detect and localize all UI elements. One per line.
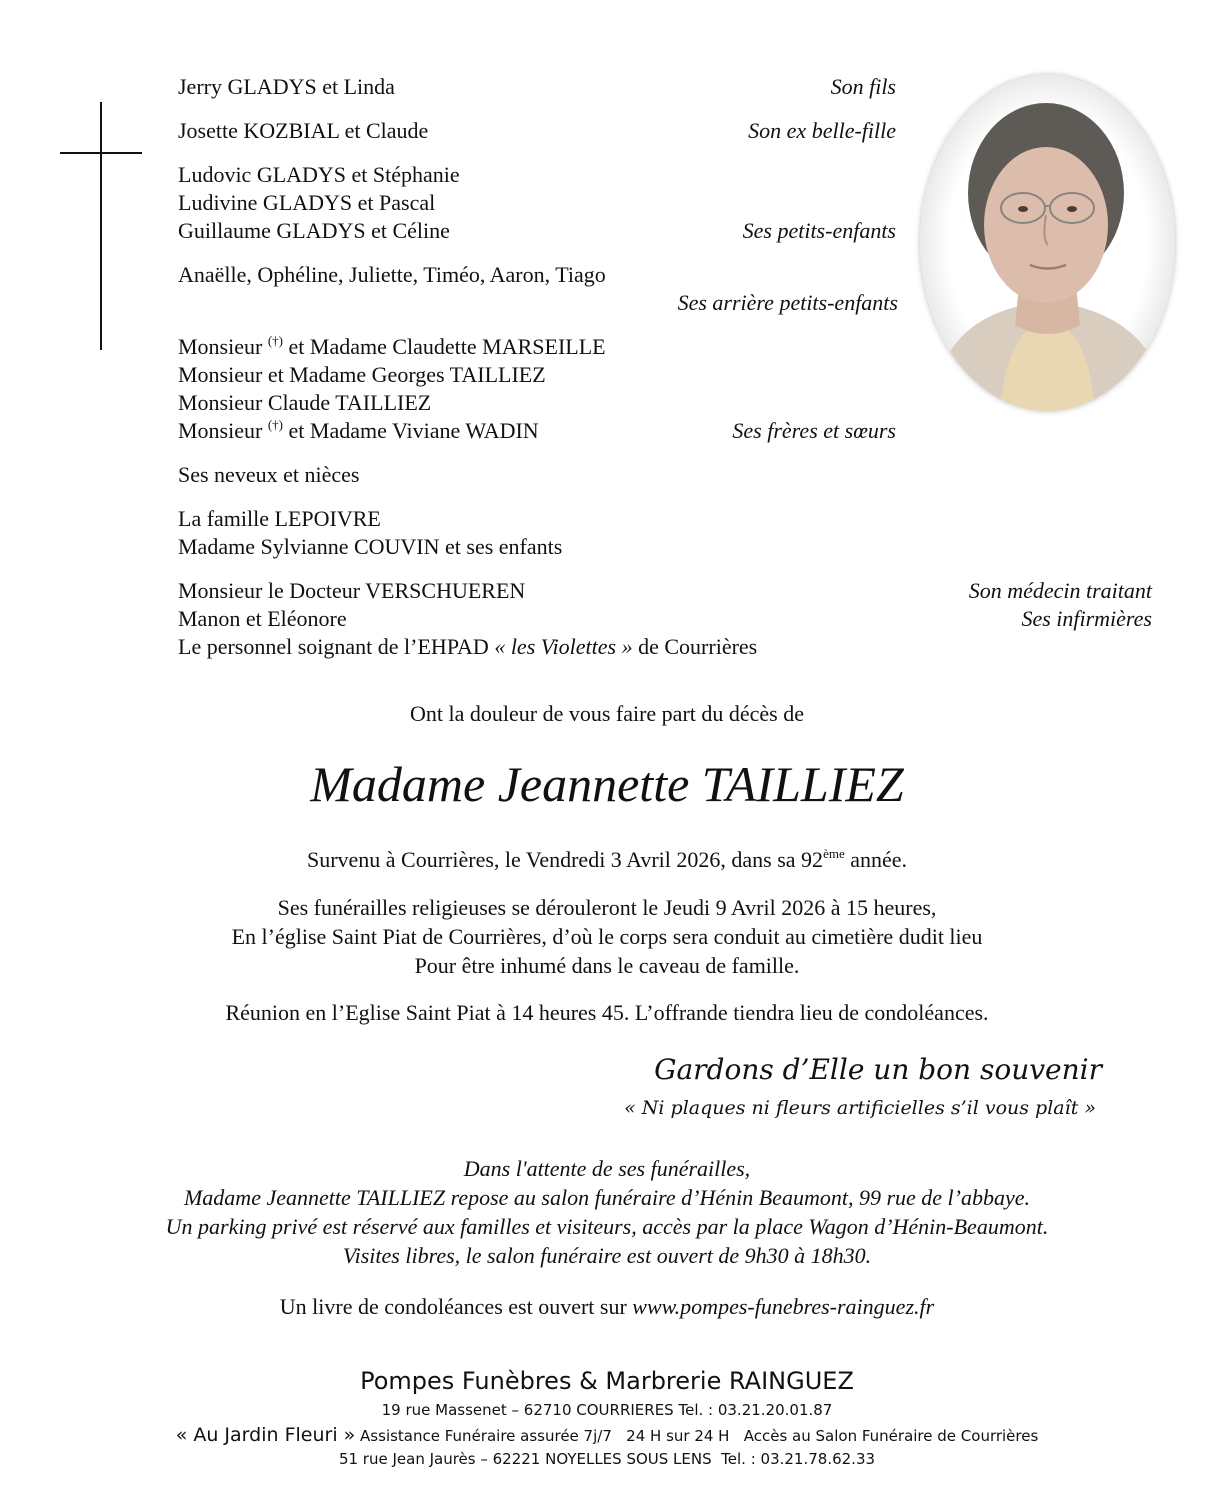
relation-son: Son fils [830,74,896,99]
footer-services: Assistance Funéraire assurée 7j/7 24 H sur 24 H Accès au Salon Funéraire de Courrières [355,1427,1039,1445]
family-line-grandchild-2: Ludivine GLADYS et Pascal [178,190,436,215]
footer-jardin-fleuri: « Au Jardin Fleuri » [175,1424,356,1446]
family-line-ex-daughter-in-law: Josette KOZBIAL et Claude [178,118,429,143]
deceased-name: Madame Jeannette TAILLIEZ [310,756,904,812]
footer-address-1: 19 rue Massenet – 62710 COURRIERES Tel. : 03.21.20.01.87 [381,1401,833,1419]
death-notice-text: Survenu à Courrières, le Vendredi 3 Avril 2026, dans sa 92 [306,847,824,872]
family-line-sibling-2: Monsieur et Madame Georges TAILLIEZ [178,362,546,387]
deceased-mark: (†) [267,417,283,432]
relation-siblings: Ses frères et sœurs [732,418,896,443]
portrait-illustration [920,75,1175,411]
relation-doctor: Son médecin traitant [968,578,1152,603]
funeral-line-1: Ses funérailles religieuses se dérouleront le Jeudi 9 Avril 2026 à 15 heures, [277,895,937,920]
death-notice-end: année. [844,847,908,872]
funeral-line-3: Pour être inhumé dans le caveau de famille. [414,953,800,978]
ehpad-suffix: de Courrières [632,634,758,659]
motto-note: « Ni plaques ni fleurs artificielles s’il vous plaît » [624,1097,1096,1119]
family-line-ehpad [178,633,757,661]
family-line-great-grandchildren: Anaëlle, Ophéline, Juliette, Timéo, Aaron, Tiago [178,262,606,287]
sibling-1-suffix: et Madame Claudette MARSEILLE [283,334,606,359]
death-notice [0,845,1214,874]
family-line-grandchild-1: Ludovic GLADYS et Stéphanie [178,162,460,187]
relation-ex-daughter-in-law: Son ex belle-fille [748,118,896,143]
deceased-portrait [920,75,1175,411]
ehpad-name: « les Violettes » [494,634,633,659]
family-line-nephews-nieces: Ses neveux et nièces [178,462,360,487]
deceased-mark: (†) [267,333,283,348]
condolences-link[interactable]: www.pompes-funebres-rainguez.fr [632,1294,935,1319]
ehpad-prefix: Le personnel soignant de l’EHPAD [178,634,495,659]
announcement: Ont la douleur de vous faire part du décès de [409,701,805,726]
visitation-line-2: Madame Jeannette TAILLIEZ repose au salon funéraire d’Hénin Beaumont, 99 rue de l’abbaye. [183,1185,1031,1210]
family-line-sibling-3: Monsieur Claude TAILLIEZ [178,390,432,415]
sibling-1-prefix: Monsieur [178,334,268,359]
relation-nurses: Ses infirmières [1021,606,1152,631]
cross-horizontal-bar [60,152,142,154]
family-line-sibling-4 [178,417,539,445]
family-line-doctor: Monsieur le Docteur VERSCHUEREN [178,578,526,603]
family-line-nurses: Manon et Eléonore [178,606,347,631]
funeral-line-2: En l’église Saint Piat de Courrières, d’où le corps sera conduit au cimetière dudit lieu [231,924,983,949]
meeting-info: Réunion en l’Eglise Saint Piat à 14 heures 45. L’offrande tiendra lieu de condoléances. [225,1000,989,1025]
visitation-line-3: Un parking privé est réservé aux familles et visiteurs, accès par la place Wagon d’Hénin-Beaumont. [165,1214,1049,1239]
visitation-line-4: Visites libres, le salon funéraire est ouvert de 9h30 à 18h30. [342,1243,872,1268]
condolences-text: Un livre de condoléances est ouvert sur [279,1294,633,1319]
condolences-line [0,1292,1214,1321]
relation-grandchildren: Ses petits-enfants [742,218,896,243]
visitation-line-1: Dans l'attente de ses funérailles, [463,1156,751,1181]
family-line-sibling-1 [178,333,606,361]
footer-address-2: 51 rue Jean Jaurès – 62221 NOYELLES SOUS LENS Tel. : 03.21.78.62.33 [338,1450,876,1468]
sibling-4-suffix: et Madame Viviane WADIN [283,418,539,443]
relation-great-grandchildren: Ses arrière petits-enfants [677,290,898,315]
family-line-lepoivre: La famille LEPOIVRE [178,506,381,531]
footer-services-line [0,1424,1214,1447]
family-line-couvin: Madame Sylvianne COUVIN et ses enfants [178,534,563,559]
ordinal-suffix: ème [823,846,845,861]
family-line-grandchild-3: Guillaume GLADYS et Céline [178,218,450,243]
footer-company: Pompes Funèbres & Marbrerie RAINGUEZ [360,1367,854,1395]
cross-vertical-bar [100,102,102,350]
sibling-4-prefix: Monsieur [178,418,268,443]
motto: Gardons d’Elle un bon souvenir [654,1053,1102,1086]
family-line-son: Jerry GLADYS et Linda [178,74,395,99]
